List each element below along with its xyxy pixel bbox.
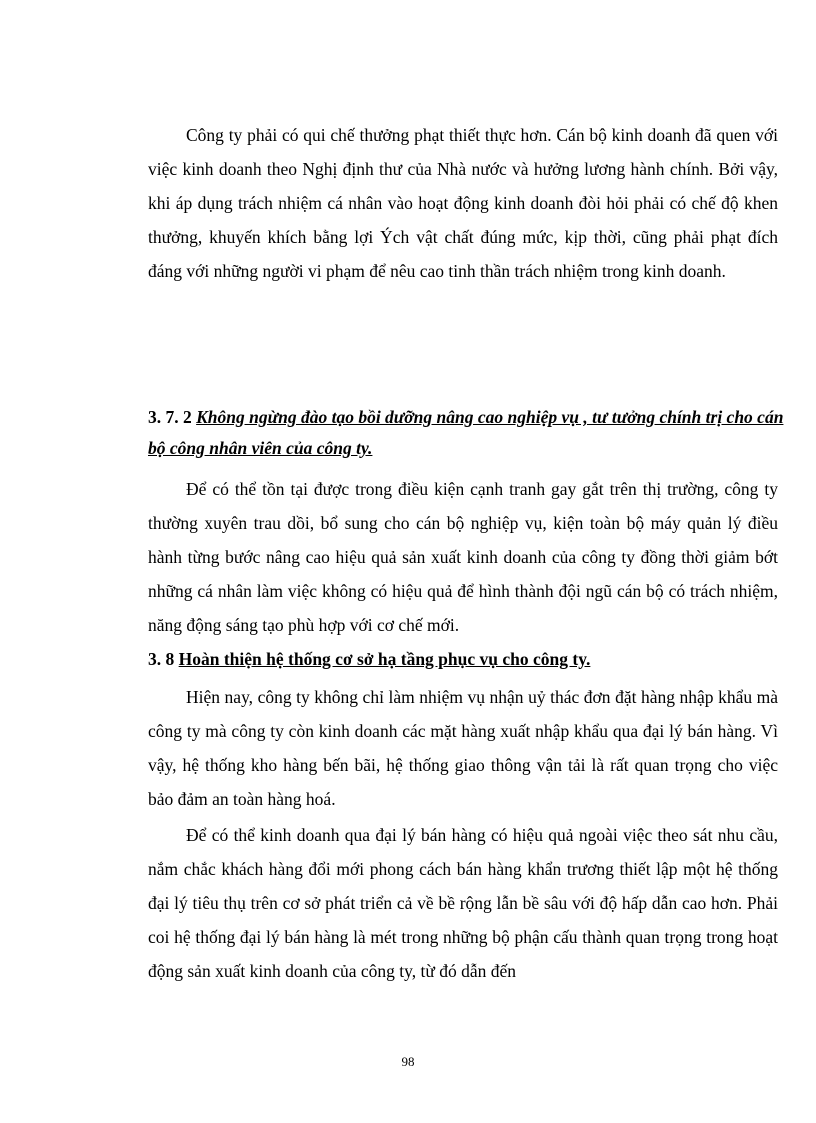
- heading-3-8-title: Hoàn thiện hệ thống cơ sở hạ tầng phục vụ cho công ty.: [178, 649, 591, 669]
- heading-3-8: [148, 644, 788, 675]
- heading-3-8-number: 3. 8: [148, 649, 175, 669]
- heading-3-7-2: [148, 402, 788, 464]
- heading-3-7-2-title: Không ngừng đào tạo bồi dưỡng nâng cao nghiệp vụ , tư tưởng chính trị cho cán bộ công nhân viên của công ty.: [148, 407, 784, 458]
- paragraph-sales-agents: Để có thể kinh doanh qua đại lý bán hàng có hiệu quả ngoài việc theo sát nhu cầu, nắm chắc khách hàng đổi mới phong cách bán hàng khẩn trương thiết lập một hệ thống đại lý tiêu thụ trên cơ sở phát triển cả về bề rộng lẫn bề sâu với độ hấp dẫn cao hơn. Phải coi hệ thống đại lý bán hàng là mét trong những bộ phận cấu thành quan trọng trong hoạt động sản xuất kinh doanh của công ty, từ đó dẫn đến: [148, 825, 778, 981]
- page-number: 98: [401, 1054, 415, 1069]
- paragraph-reward-policy: Công ty phải có qui chế thưởng phạt thiết thực hơn. Cán bộ kinh doanh đã quen với việc kinh doanh theo Nghị định thư của Nhà nước và hưởng lương hành chính. Bởi vậy, khi áp dụng trách nhiệm cá nhân vào hoạt động kinh doanh đòi hỏi phải có chế độ khen thưởng, khuyến khích bằng lợi Ých vật chất đúng mức, kịp thời, cũng phải phạt đích đáng với những người vi phạm để nêu cao tinh thần trách nhiệm trong kinh doanh.: [148, 125, 778, 281]
- paragraph-infrastructure: Hiện nay, công ty không chỉ làm nhiệm vụ nhận uỷ thác đơn đặt hàng nhập khẩu mà công ty mà công ty còn kinh doanh các mặt hàng xuất nhập khẩu qua đại lý bán hàng. Vì vậy, hệ thống kho hàng bến bãi, hệ thống giao thông vận tải là rất quan trọng cho việc bảo đảm an toàn hàng hoá.: [148, 687, 778, 809]
- paragraph-training: Để có thể tồn tại được trong điều kiện cạnh tranh gay gắt trên thị trường, công ty thường xuyên trau dồi, bổ sung cho cán bộ nghiệp vụ, kiện toàn bộ máy quản lý điều hành từng bước nâng cao hiệu quả sản xuất kinh doanh của công ty đồng thời giảm bớt những cá nhân làm việc không có hiệu quả để hình thành đội ngũ cán bộ có trách nhiệm, năng động sáng tạo phù hợp với cơ chế mới.: [148, 479, 778, 635]
- heading-3-7-2-number: 3. 7. 2: [148, 407, 192, 427]
